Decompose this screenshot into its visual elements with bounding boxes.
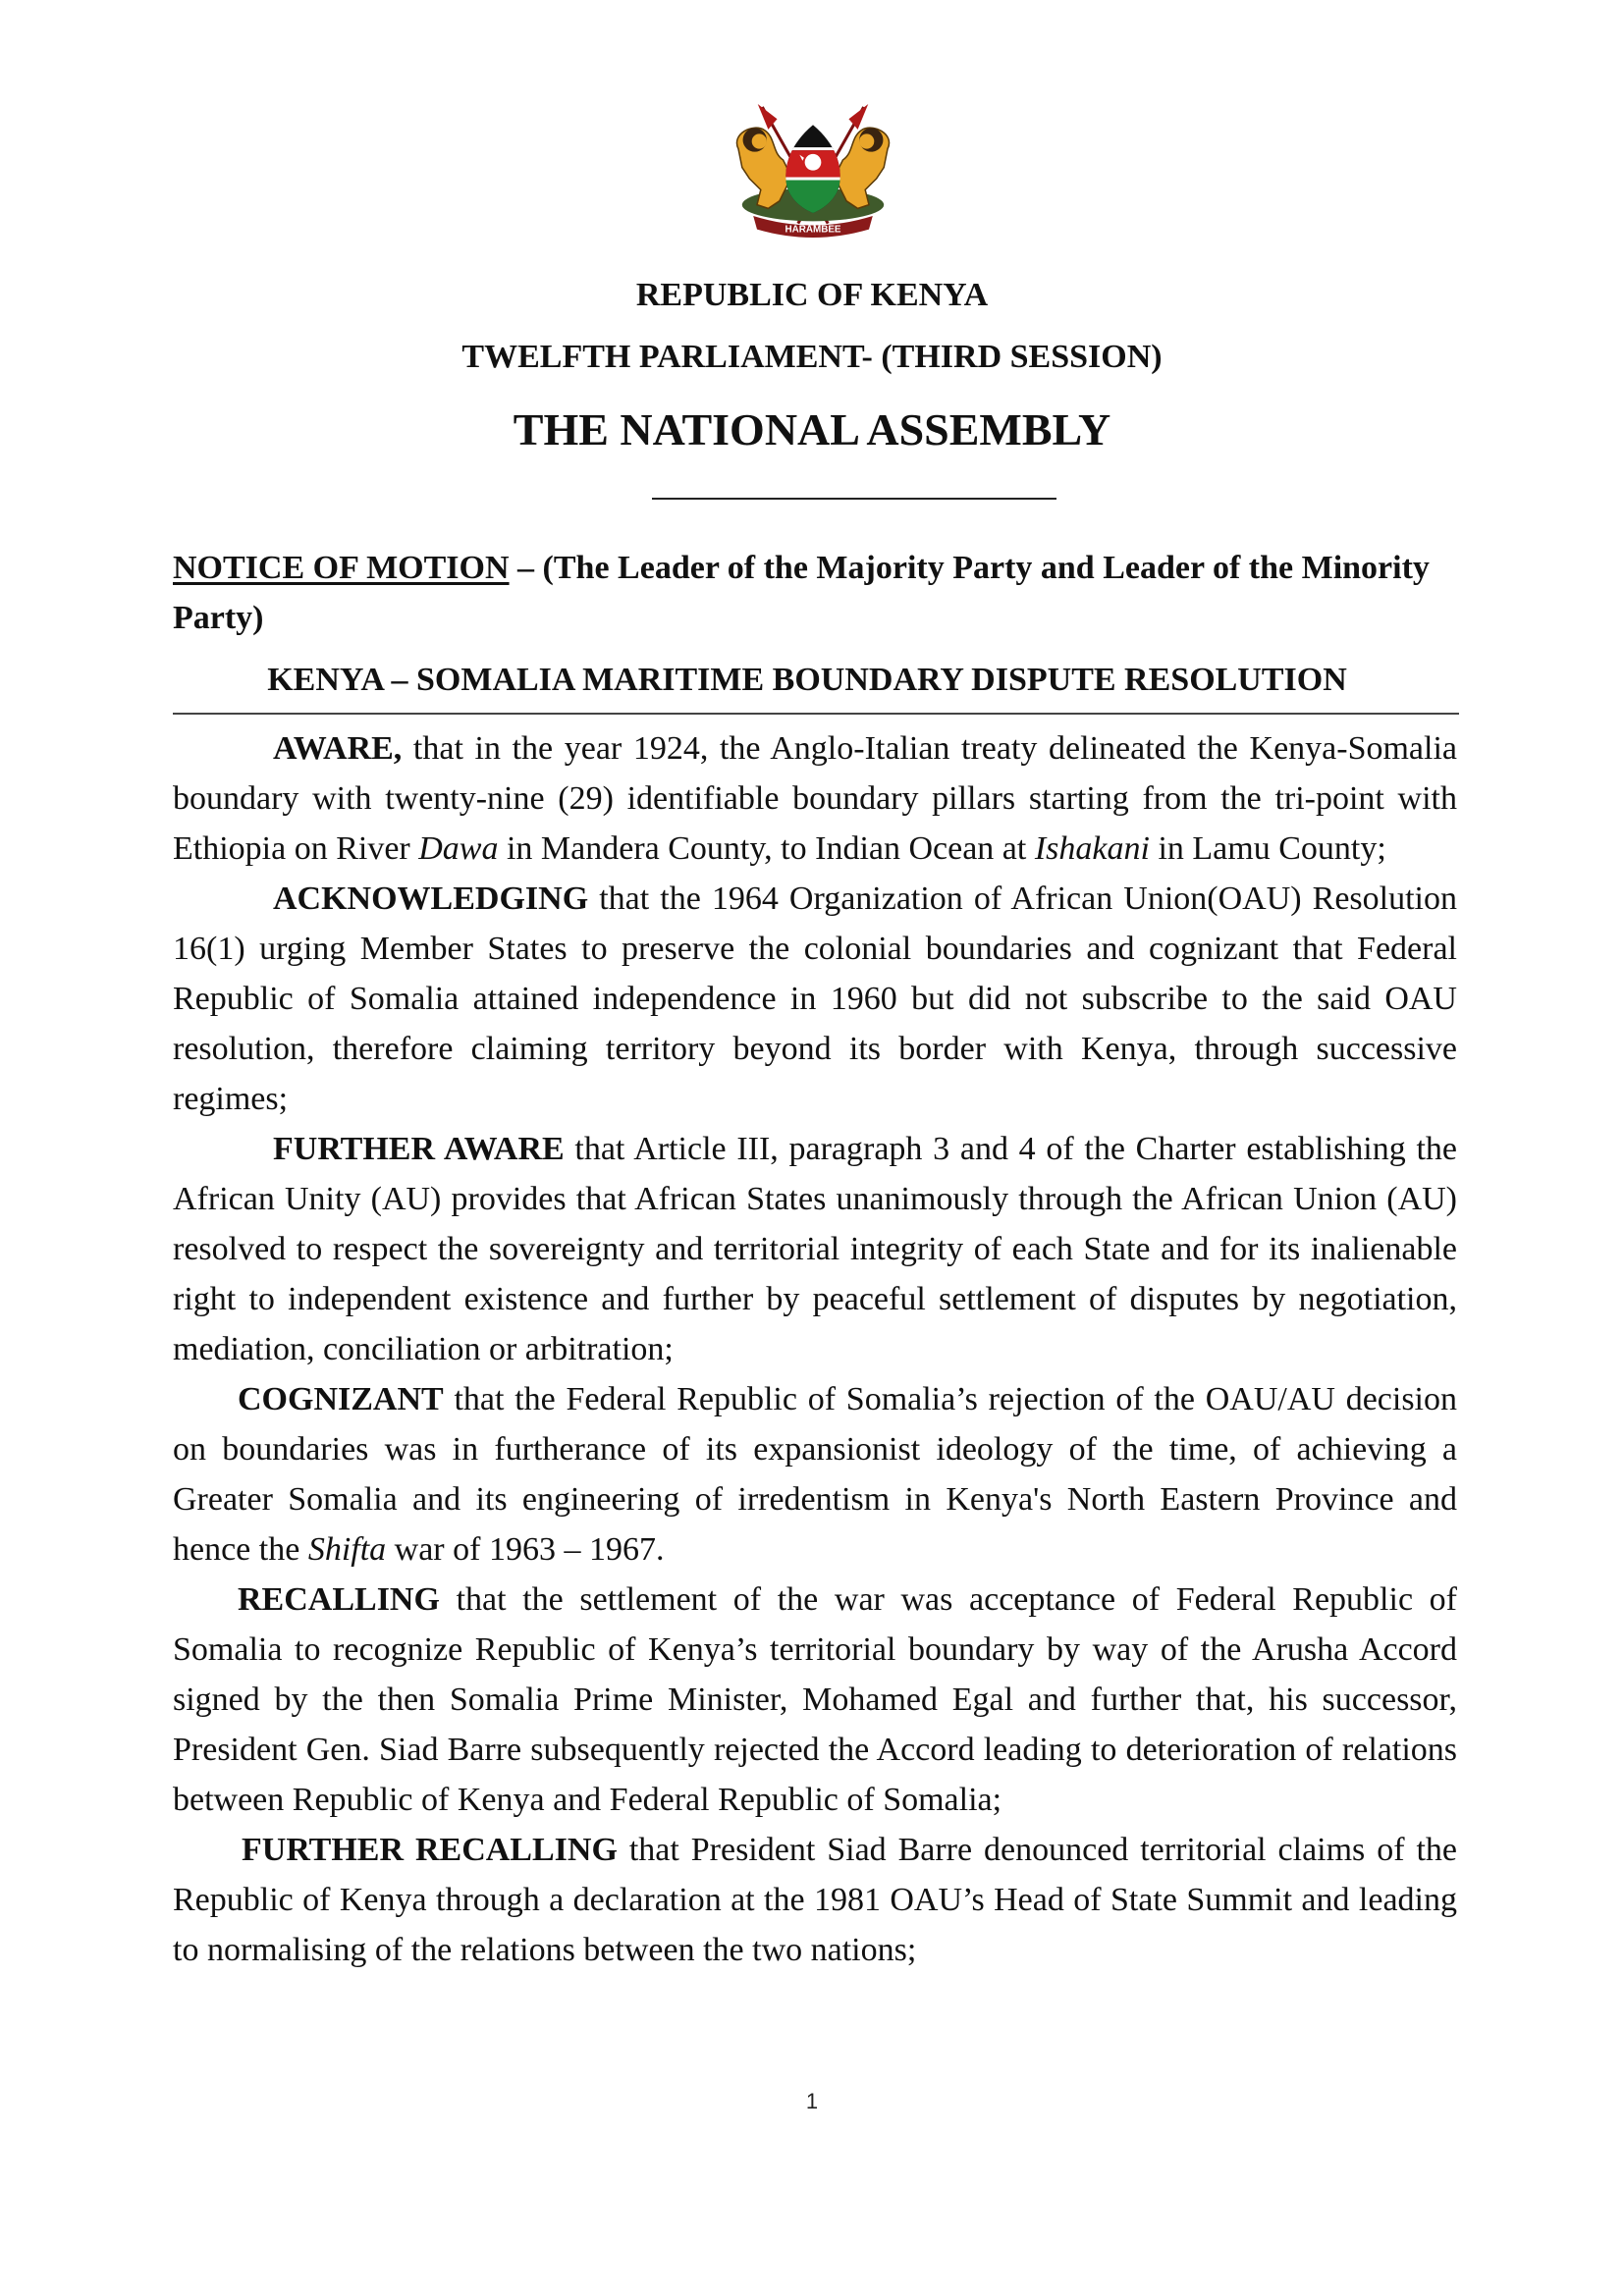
paragraph-keyword: AWARE,	[273, 730, 403, 767]
paragraph-keyword: RECALLING	[238, 1581, 440, 1618]
paragraph-keyword: FURTHER RECALLING	[242, 1832, 618, 1868]
paragraph-text: that the Federal Republic of Somalia’s rejection of the OAU/AU decision on boundaries was in furtherance of its expansionist ideology of the time, of achieving a Greater Somalia and its engineering of irredentism in Kenya's North Eastern Province and hence the	[173, 1381, 1457, 1568]
paragraph-acknowledging	[173, 874, 1457, 1124]
paragraph-keyword: FURTHER AWARE	[273, 1131, 565, 1167]
title-divider	[173, 713, 1459, 715]
header-divider	[652, 498, 1056, 500]
paragraph-text: that the 1964 Organization of African Union(OAU) Resolution 16(1) urging Member States to preserve the colonial boundaries and cognizant that Federal Republic of Somalia attained independence in 1960 but did not subscribe to the said OAU resolution, therefore claiming territory beyond its border with Kenya, through successive regimes;	[173, 881, 1457, 1117]
svg-text:HARAMBEE: HARAMBEE	[785, 224, 841, 236]
national-assembly-heading: THE NATIONAL ASSEMBLY	[513, 404, 1111, 454]
notice-of-motion	[173, 543, 1457, 643]
page-number: 1	[805, 2089, 819, 2113]
notice-movers: (The Leader of the Majority Party and Leader of the Minority Party)	[173, 550, 1430, 636]
paragraph-further-aware	[173, 1124, 1457, 1374]
paragraph-text: that President Siad Barre denounced territorial claims of the Republic of Kenya through a declaration at the 1981 OAU’s Head of State Summit and leading to normalising of the relations between the two nations;	[173, 1832, 1458, 1968]
paragraph-text: that in the year 1924, the Anglo-Italian treaty delineated the Kenya-Somalia boundary with twenty-nine (29) identifiable boundary pillars starting from the tri-point with Ethiopia on River	[173, 730, 1457, 867]
notice-dash: –	[509, 550, 543, 586]
paragraph-aware	[173, 723, 1457, 874]
paragraph-text: in Mandera County, to Indian Ocean at	[498, 830, 1035, 867]
paragraph-recalling	[173, 1575, 1457, 1825]
kenya-coat-of-arms-icon	[715, 104, 911, 253]
paragraph-text: in Lamu County;	[1149, 830, 1386, 867]
motion-title: KENYA – SOMALIA MARITIME BOUNDARY DISPUTE RESOLUTION	[267, 662, 1347, 698]
paragraph-keyword: COGNIZANT	[238, 1381, 444, 1417]
italic-term: Ishakani	[1034, 830, 1150, 867]
parliament-session-heading: TWELFTH PARLIAMENT- (THIRD SESSION)	[461, 339, 1163, 375]
motion-body	[173, 723, 1457, 1975]
paragraph-further-recalling	[173, 1825, 1457, 1975]
italic-term: Dawa	[418, 830, 499, 867]
paragraph-text: war of 1963 – 1967.	[386, 1531, 665, 1568]
republic-heading: REPUBLIC OF KENYA	[635, 277, 989, 313]
paragraph-keyword: ACKNOWLEDGING	[273, 881, 589, 917]
paragraph-text: that Article III, paragraph 3 and 4 of the Charter establishing the African Unity (AU) provides that African States unanimously through the African Union (AU) resolved to respect the sovereignty and territorial integrity of each State and for its inalienable right to independent existence and further by peaceful settlement of disputes by negotiation, mediation, conciliation or arbitration;	[173, 1131, 1457, 1367]
notice-label: NOTICE OF MOTION	[173, 550, 510, 586]
italic-term: Shifta	[307, 1531, 387, 1568]
paragraph-text: that the settlement of the war was acceptance of Federal Republic of Somalia to recognize Republic of Kenya’s territorial boundary by way of the Arusha Accord signed by the then Somalia Prime Minister, Mohamed Egal and further that, his successor, President Gen. Siad Barre subsequently rejected the Accord leading to deterioration of relations between Republic of Kenya and Federal Republic of Somalia;	[173, 1581, 1457, 1818]
paragraph-cognizant	[173, 1374, 1457, 1575]
